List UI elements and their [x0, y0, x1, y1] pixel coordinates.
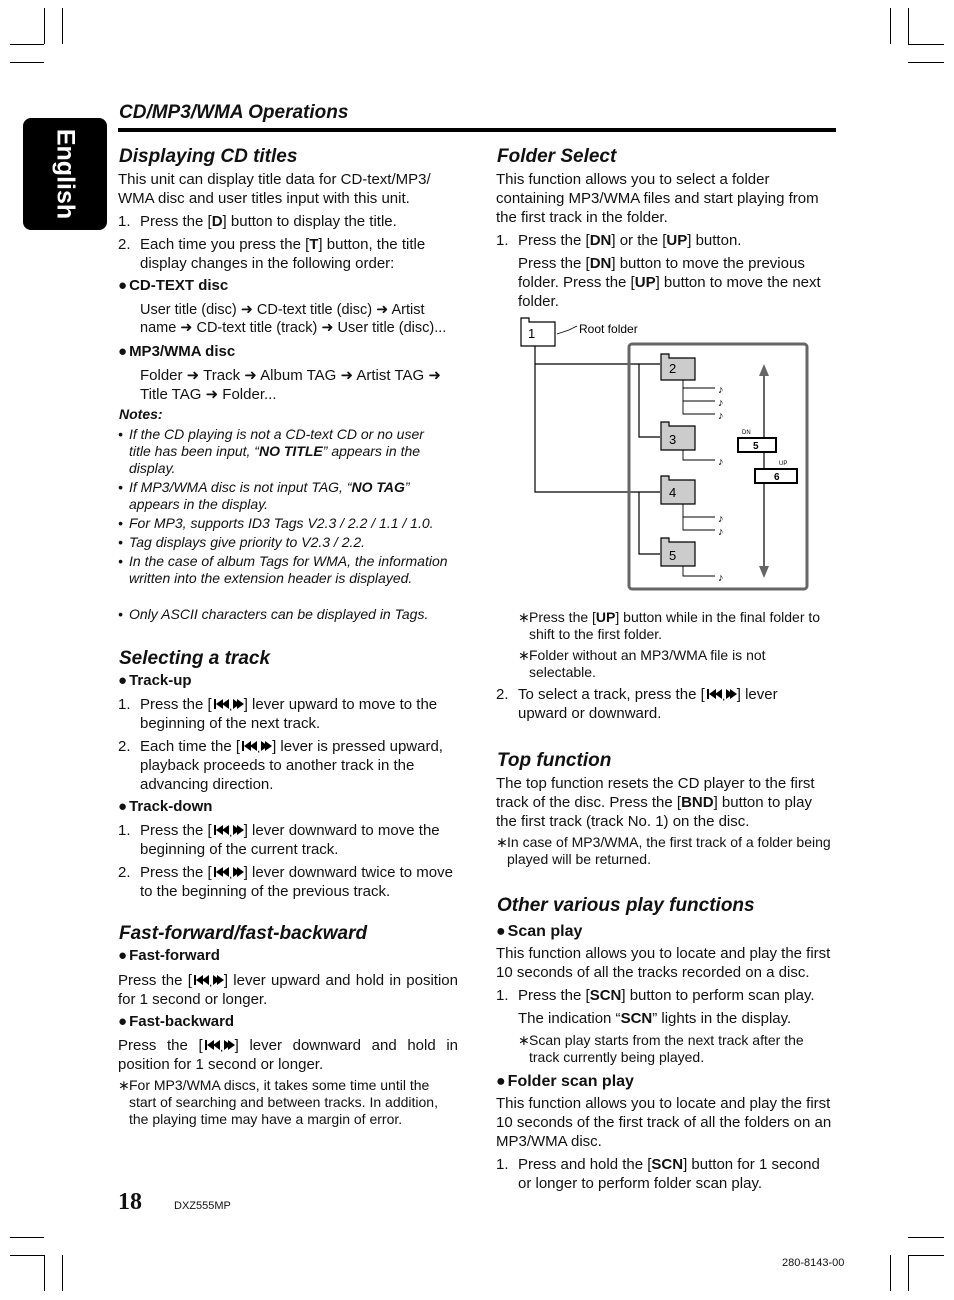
text: ] or the [ — [611, 232, 667, 249]
scan-play-label: ● Scan play — [496, 923, 582, 941]
key-d: D — [211, 213, 223, 230]
asterisk: ∗ — [496, 834, 508, 850]
crop-mark — [62, 8, 63, 44]
text: ] button to perform scan play. — [621, 987, 815, 1004]
text: Only ASCII characters can be displayed in Tags. — [129, 606, 429, 622]
prev-next-lever-icon — [192, 973, 224, 987]
folder-select-title: Folder Select — [497, 146, 617, 167]
section-title: CD/MP3/WMA Operations — [119, 102, 349, 123]
cdtext-label: ● CD-TEXT disc — [118, 277, 228, 294]
note-3 — [118, 515, 468, 532]
track-down-step-1 — [118, 821, 458, 859]
text: In case of MP3/WMA, the first track of a folder being played will be returned. — [507, 834, 831, 867]
page-number: 18 — [118, 1189, 142, 1215]
folder-2-icon — [661, 354, 695, 380]
text: Press the [ — [140, 213, 212, 230]
text: ] button to move the next folder. — [518, 274, 821, 310]
text: Press the [ — [140, 864, 212, 881]
fast-backward-label: ● Fast-backward — [118, 1013, 234, 1030]
top-function-text — [496, 774, 836, 831]
text: ] lever downward and hold in position for 1 second or longer. — [118, 1037, 458, 1073]
crop-mark — [10, 1237, 44, 1238]
no-title-text: NO TITLE — [258, 443, 323, 459]
key-up: UP — [595, 609, 616, 625]
key-scn: SCN — [589, 987, 622, 1004]
crop-mark — [44, 1255, 45, 1291]
folder-scan-text: This function allows you to locate and play the first 10 seconds of the first track of all the folders on an MP3/WMA disc. — [496, 1095, 832, 1150]
prev-next-lever-icon — [212, 823, 244, 837]
key-up: UP — [666, 232, 688, 249]
prev-next-lever-icon — [212, 697, 244, 711]
track-down-step-2 — [118, 863, 458, 901]
prev-next-lever-icon — [203, 1038, 235, 1052]
text: Tag displays give priority to V2.3 / 2.2. — [129, 534, 366, 550]
music-note-icon: ♪ — [718, 513, 724, 525]
prev-next-lever-icon — [705, 687, 737, 701]
scan-play-text: This function allows you to locate and play the first 10 seconds of all the tracks recorded on a disc. — [496, 945, 831, 981]
text: ] button for 1 second or longer to perform folder scan play. — [518, 1156, 820, 1192]
bullet: • — [118, 534, 123, 550]
text: Press the [ — [529, 609, 596, 625]
folder-scan-label: ● Folder scan play — [496, 1073, 634, 1091]
music-note-icon: ♪ — [718, 397, 724, 409]
crop-mark — [908, 62, 944, 63]
language-tab — [23, 118, 107, 230]
crop-mark — [10, 44, 44, 45]
text: ” lights in the display. — [652, 1010, 792, 1027]
tree-line — [639, 364, 660, 437]
note-6 — [118, 606, 458, 623]
text: ] lever is pressed upward, playback proceeds to another track in the advancing direction. — [140, 738, 443, 793]
folder-step-1 — [496, 231, 836, 250]
step-number: 1. — [496, 1156, 509, 1173]
key-dn: DN — [589, 255, 612, 272]
track-line — [683, 380, 715, 414]
key-scn: SCN — [651, 1156, 684, 1173]
crop-mark — [908, 44, 944, 45]
crop-mark — [890, 8, 891, 44]
crop-mark — [890, 1255, 891, 1291]
step-number: 1. — [118, 696, 131, 713]
bullet: • — [118, 553, 123, 569]
ff-title: Fast-forward/fast-backward — [119, 923, 368, 944]
bullet: • — [118, 426, 123, 442]
step-number: 2. — [118, 236, 131, 253]
displaying-step-2 — [118, 235, 458, 273]
music-note-icon: ♪ — [718, 410, 724, 422]
arrow-down-icon — [759, 566, 769, 578]
language-tab-label: English — [51, 128, 80, 220]
note-4 — [118, 534, 458, 551]
prev-next-lever-icon — [212, 865, 244, 879]
svg-text:,: , — [228, 699, 233, 711]
text: Press the [ — [518, 987, 590, 1004]
bullet: • — [118, 606, 123, 622]
svg-text:,: , — [257, 741, 261, 753]
scan-indication-text — [518, 1009, 828, 1028]
note-1 — [118, 426, 448, 477]
folder-diagram — [515, 312, 815, 597]
folder-asterisk-2 — [518, 647, 818, 681]
text: ] lever downward to move the beginning of the current track. — [140, 822, 440, 858]
prev-next-lever-icon — [240, 739, 272, 753]
text: For MP3/WMA discs, it takes some time until the start of searching and between tracks. In addition, the playing time may have a margin of error. — [129, 1077, 438, 1127]
root-folder-label: Root folder — [579, 322, 638, 336]
crop-mark — [44, 8, 45, 44]
text: Press the [ — [140, 696, 212, 713]
track-up-label: ● Track-up — [118, 672, 192, 689]
folder-4-icon — [661, 476, 695, 504]
mp3-sequence: Folder ➜ Track ➜ Album TAG ➜ Artist TAG ➜ Title TAG ➜ Folder... — [140, 367, 441, 403]
asterisk: ∗ — [118, 1077, 130, 1093]
folder-number: 2 — [669, 361, 677, 376]
text: ] button to play the first track (track No. 1) on the disc. — [496, 794, 812, 830]
displaying-step-1 — [118, 212, 458, 231]
arrow-up-icon — [759, 364, 769, 376]
step-number: 2. — [118, 738, 131, 755]
crop-mark — [908, 1255, 909, 1291]
root-leader-line — [557, 326, 577, 334]
text: Each time you press the [ — [140, 236, 310, 253]
text: Press the [ — [518, 255, 590, 272]
folder-number: 4 — [669, 485, 677, 500]
svg-text:,: , — [208, 975, 213, 987]
fast-forward-label: ● Fast-forward — [118, 947, 220, 964]
asterisk: ∗ — [518, 609, 530, 625]
track-down-label: ● Track-down — [118, 798, 212, 815]
text: ] button, the title display changes in the following order: — [140, 236, 426, 272]
folder-number: 3 — [669, 432, 677, 447]
text: If MP3/WMA disc is not input TAG, “ — [129, 479, 352, 495]
text: In the case of album Tags for WMA, the information written into the extension header is displayed. — [129, 553, 448, 586]
notes-label: Notes: — [119, 406, 163, 422]
key-scn: SCN — [620, 1010, 653, 1027]
text: Press the [ — [518, 232, 590, 249]
no-tag-text: NO TAG — [351, 479, 405, 495]
ff-asterisk-note — [118, 1077, 458, 1128]
text: Folder without an MP3/WMA file is not selectable. — [529, 647, 766, 680]
track-up-step-2 — [118, 737, 458, 794]
folder-scan-step-1 — [496, 1155, 836, 1193]
text: ] button to display the title. — [222, 213, 397, 230]
selecting-title: Selecting a track — [119, 648, 271, 669]
text: The indication “ — [518, 1010, 621, 1027]
top-function-title: Top function — [497, 750, 612, 771]
up-button-value: 6 — [774, 472, 780, 483]
fast-backward-text — [118, 1036, 458, 1074]
dn-button-value: 5 — [753, 441, 759, 452]
bullet: • — [118, 515, 123, 531]
section-rule — [118, 128, 836, 132]
cdtext-sequence: User title (disc) ➜ CD-text title (disc) ➜ Artist name ➜ CD-text title (track) ➜ User title (disc)... — [140, 302, 447, 336]
key-bnd: BND — [681, 794, 714, 811]
music-note-icon: ♪ — [718, 384, 724, 396]
step-number: 1. — [496, 232, 509, 249]
root-folder-number: 1 — [528, 326, 536, 341]
music-note-icon: ♪ — [718, 526, 724, 538]
crop-mark — [908, 8, 909, 44]
document-code: 280-8143-00 — [782, 1257, 845, 1269]
folder-3-icon — [661, 422, 695, 450]
step-number: 2. — [496, 686, 509, 703]
scan-asterisk — [518, 1032, 828, 1066]
text: For MP3, supports ID3 Tags V2.3 / 2.2 / 1.1 / 1.0. — [129, 515, 434, 531]
folder-step-2 — [496, 685, 826, 723]
text: If the CD playing is not a CD-text CD or no user title has been input, “ — [129, 426, 424, 459]
text: Press the [ — [140, 822, 212, 839]
crop-mark — [10, 62, 44, 63]
text: ] lever downward twice to move to the beginning of the previous track. — [140, 864, 453, 900]
track-line — [683, 566, 715, 576]
displaying-intro: This unit can display title data for CD-text/MP3/ WMA disc and user titles input with this unit. — [118, 171, 431, 207]
scan-step-1 — [496, 986, 836, 1005]
mp3-label: ● MP3/WMA disc — [118, 343, 235, 360]
svg-text:,: , — [721, 689, 726, 701]
text: To select a track, press the [ — [518, 686, 705, 703]
svg-text:,: , — [219, 1040, 223, 1052]
tree-line — [639, 492, 660, 554]
top-function-asterisk — [496, 834, 836, 868]
music-note-icon: ♪ — [718, 572, 724, 584]
dn-label: DN — [742, 430, 751, 436]
music-note-icon: ♪ — [718, 456, 724, 468]
text: ” appears in the display. — [129, 479, 410, 512]
text: Press and hold the [ — [518, 1156, 652, 1173]
svg-text:,: , — [228, 825, 233, 837]
asterisk: ∗ — [518, 647, 530, 663]
crop-mark — [908, 1255, 944, 1256]
text: ] button while in the final folder to shift to the first folder. — [529, 609, 821, 642]
key-up: UP — [634, 274, 656, 291]
step-number: 1. — [118, 822, 131, 839]
note-2 — [118, 479, 448, 513]
bullet: • — [118, 479, 123, 495]
step-number: 1. — [118, 213, 131, 230]
folder-step-1-detail — [518, 254, 828, 311]
root-folder-icon — [521, 318, 555, 346]
step-number: 2. — [118, 864, 131, 881]
up-label: UP — [779, 461, 788, 467]
text: ] lever upward to move to the beginning of the next track. — [140, 696, 438, 732]
crop-mark — [62, 1255, 63, 1291]
folder-select-intro: This function allows you to select a folder containing MP3/WMA files and start playing from the first track in the folder. — [496, 171, 819, 226]
key-dn: DN — [589, 232, 612, 249]
note-5 — [118, 553, 448, 587]
fast-forward-text — [118, 971, 458, 1009]
text: Press the [ — [118, 1037, 203, 1054]
step-number: 1. — [496, 987, 509, 1004]
model-number: DXZ555MP — [174, 1200, 231, 1212]
text: ] lever upward or downward. — [518, 686, 778, 722]
text: ] button to move the previous folder. Press the [ — [518, 255, 805, 291]
track-up-step-1 — [118, 695, 458, 733]
displaying-title: Displaying CD titles — [119, 146, 298, 167]
text: Each time the [ — [140, 738, 241, 755]
text: Scan play starts from the next track after the track currently being played. — [529, 1032, 804, 1065]
text: Press the [ — [118, 972, 192, 989]
text: ] button. — [687, 232, 742, 249]
crop-mark — [10, 1255, 44, 1256]
folder-number: 5 — [669, 548, 677, 563]
asterisk: ∗ — [518, 1032, 530, 1048]
crop-mark — [908, 1237, 944, 1238]
svg-text:,: , — [228, 867, 233, 879]
track-line — [683, 450, 715, 460]
key-t: T — [309, 236, 319, 253]
folder-asterisk-1 — [518, 609, 828, 643]
other-functions-title: Other various play functions — [497, 895, 755, 916]
text: ” appears in the display. — [129, 443, 421, 476]
text: The top function resets the CD player to the first track of the disc. Press the [ — [496, 775, 815, 811]
folder-5-icon — [661, 538, 695, 566]
track-line — [683, 504, 715, 530]
tree-line — [535, 346, 660, 492]
text: ] lever upward and hold in position for 1 second or longer. — [118, 972, 458, 1008]
